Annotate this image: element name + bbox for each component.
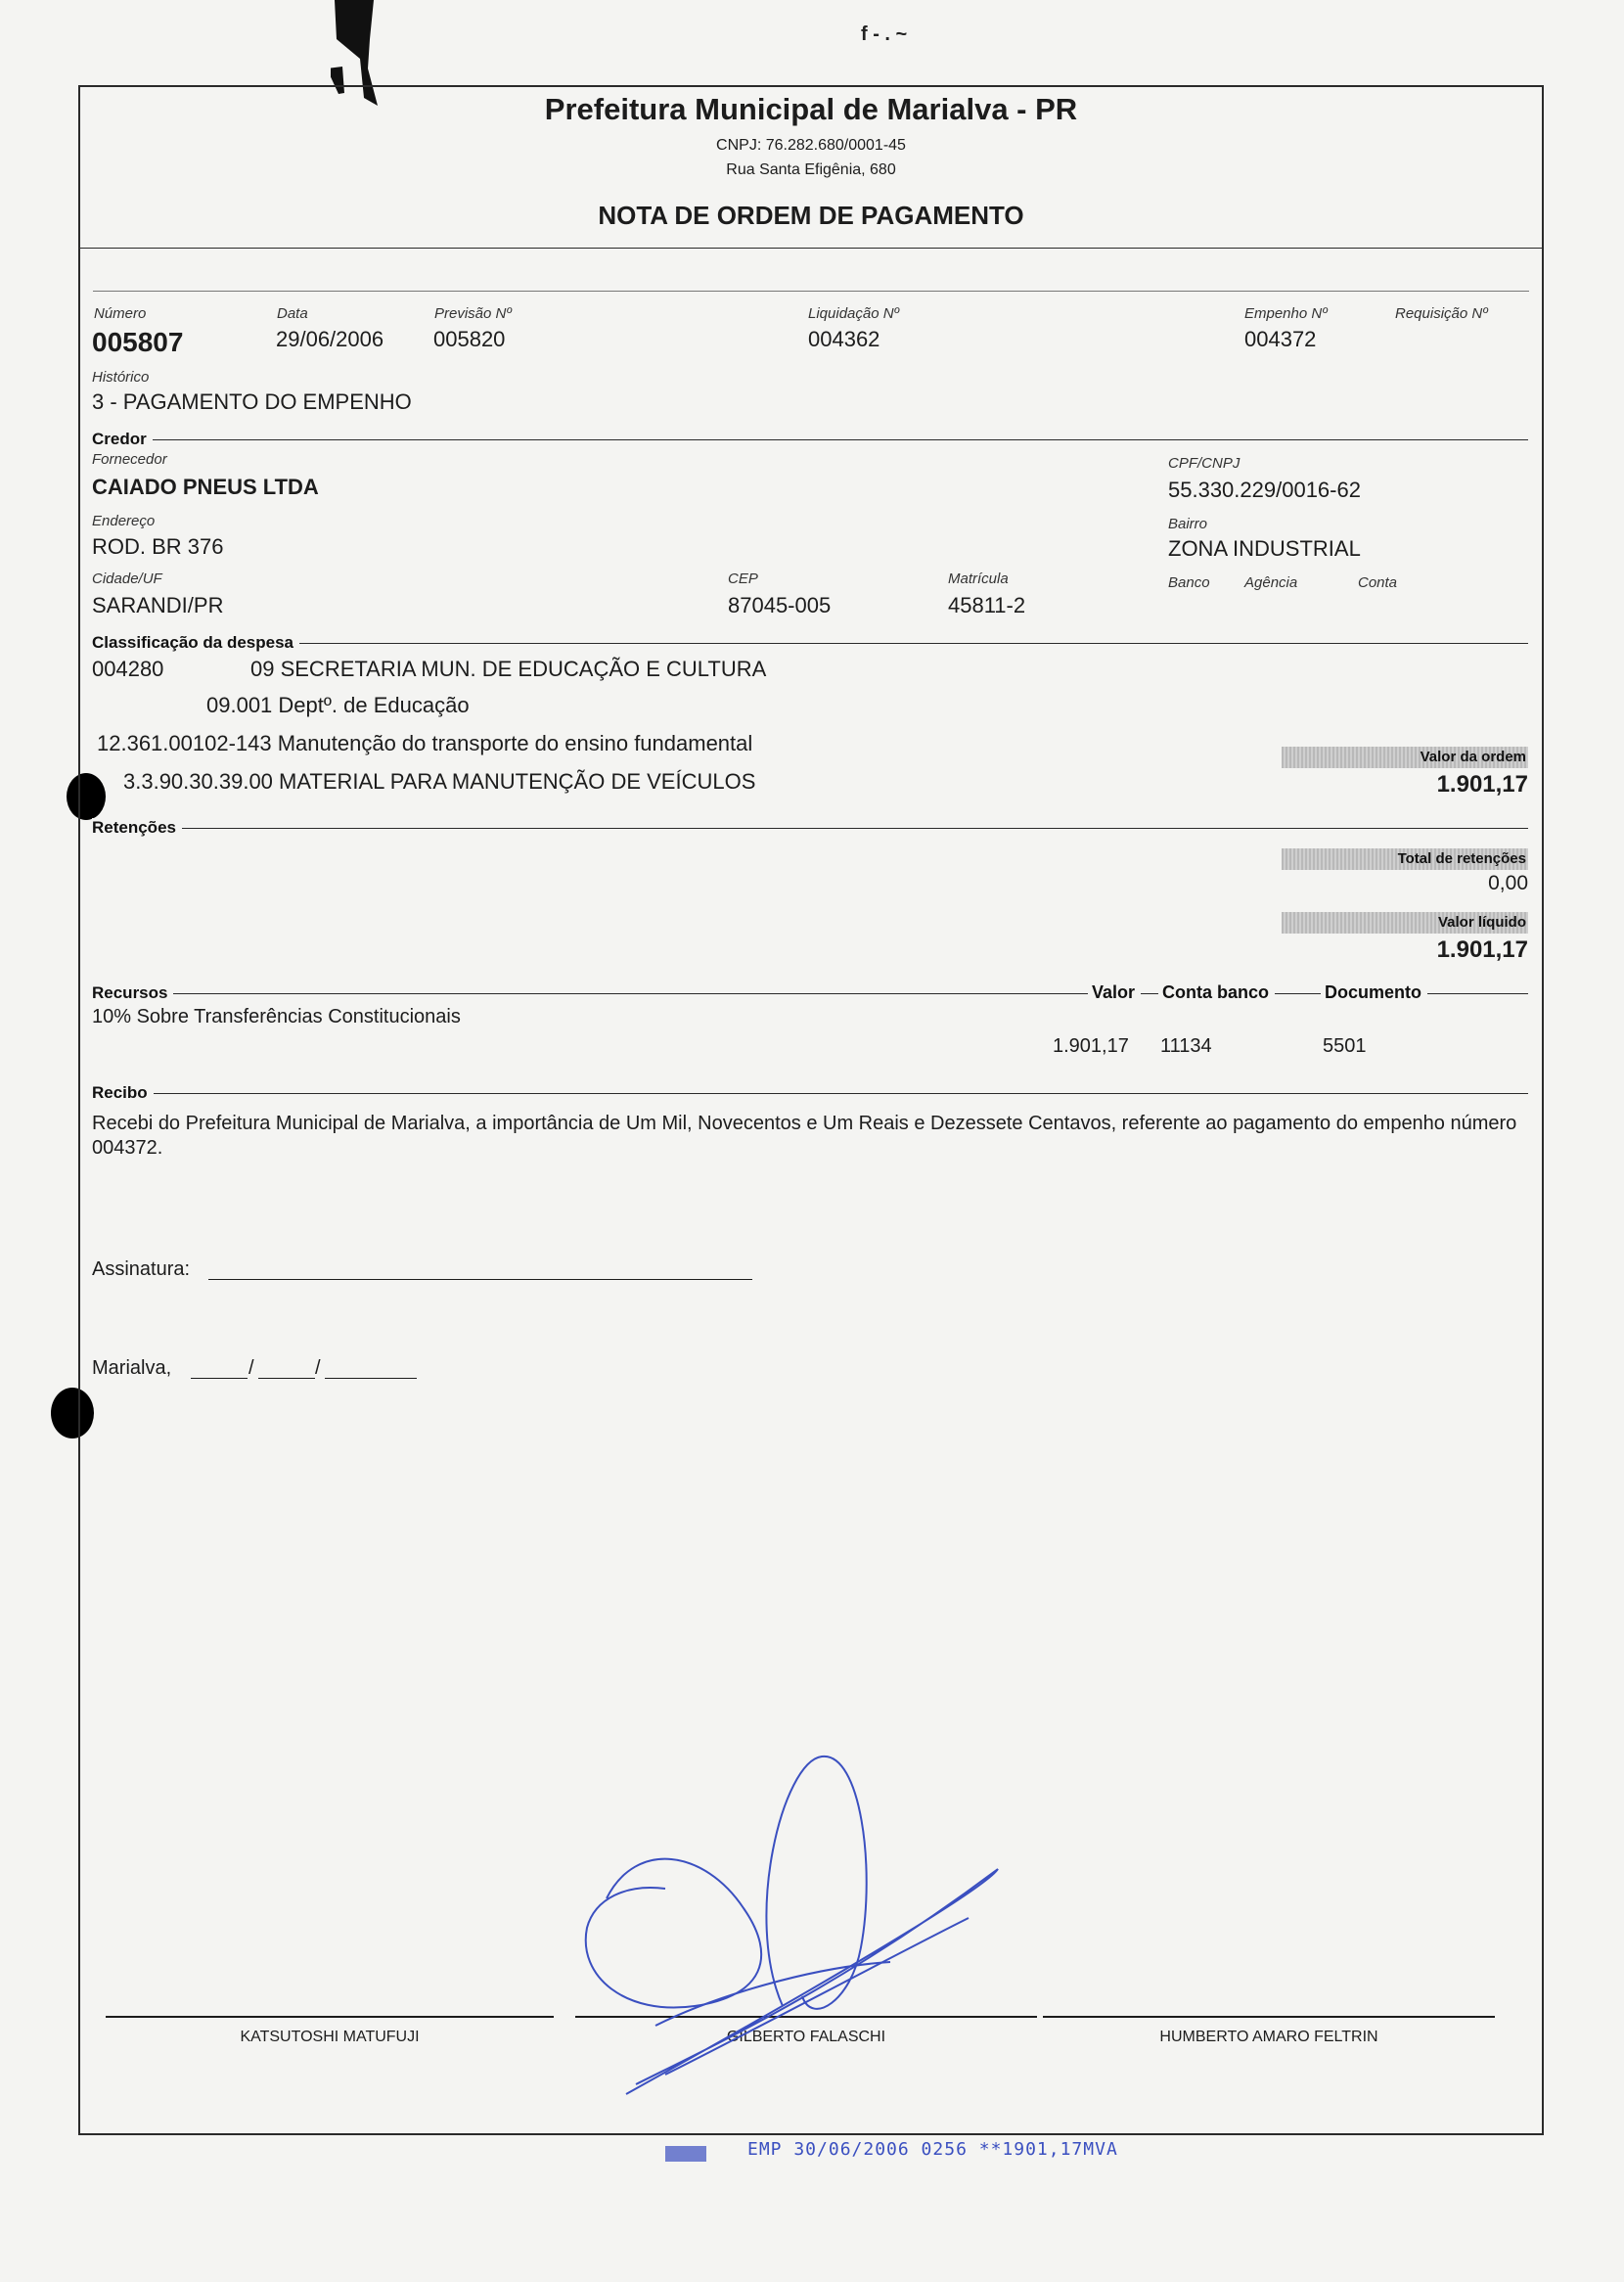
cidade-label: Cidade/UF	[92, 570, 162, 587]
signatory-1: KATSUTOSHI MATUFUJI	[240, 2029, 420, 2045]
recursos-documento-label: Documento	[1321, 982, 1427, 1003]
cpf-value: 55.330.229/0016-62	[1168, 478, 1361, 502]
endereco-label: Endereço	[92, 513, 156, 529]
retencoes-rule	[92, 828, 1528, 829]
fornecedor-label: Fornecedor	[92, 451, 167, 468]
empenho-label: Empenho Nº	[1244, 305, 1328, 322]
valor-liquido-value: 1.901,17	[1436, 936, 1528, 963]
document-title: NOTA DE ORDEM DE PAGAMENTO	[598, 201, 1024, 230]
cep-value: 87045-005	[728, 593, 832, 617]
recursos-documento: 5501	[1323, 1035, 1367, 1057]
credor-rule	[92, 439, 1528, 440]
bairro-value: ZONA INDUSTRIAL	[1168, 536, 1361, 561]
conta-label: Conta	[1358, 574, 1398, 591]
handwritten-signature	[567, 1752, 1017, 2104]
recursos-valor-label: Valor	[1088, 982, 1141, 1003]
classificacao-line2: 09.001 Deptº. de Educação	[206, 693, 470, 717]
classificacao-code: 004280	[92, 657, 164, 681]
date-month-line	[258, 1378, 315, 1379]
valor-ordem-label: Valor da ordem	[1420, 749, 1526, 765]
signature-line-3	[1043, 2016, 1495, 2018]
data-value: 29/06/2006	[276, 327, 384, 351]
stamp-bar-icon	[665, 2146, 706, 2162]
classificacao-rule	[92, 643, 1528, 644]
empenho-value: 004372	[1244, 327, 1317, 351]
classificacao-section: Classificação da despesa	[92, 633, 299, 653]
recursos-rule	[92, 993, 1528, 994]
matricula-value: 45811-2	[948, 593, 1026, 617]
cpf-label: CPF/CNPJ	[1168, 455, 1241, 472]
agencia-label: Agência	[1244, 574, 1298, 591]
data-label: Data	[277, 305, 308, 322]
assinatura-line	[208, 1279, 752, 1280]
signatory-2: GILBERTO FALASCHI	[726, 2029, 886, 2045]
page-title: Prefeitura Municipal de Marialva - PR	[544, 92, 1078, 126]
bottom-stamp: EMP 30/06/2006 0256 **1901,17MVA	[747, 2139, 1118, 2160]
recursos-conta-banco-label: Conta banco	[1158, 982, 1275, 1003]
header-divider	[78, 248, 1542, 249]
date-year-line	[325, 1378, 417, 1379]
header-divider-thin	[93, 291, 1529, 292]
credor-section: Credor	[92, 430, 153, 449]
address-header: Rua Santa Efigênia, 680	[726, 161, 896, 178]
recibo-rule	[92, 1093, 1528, 1094]
signatory-3: HUMBERTO AMARO FELTRIN	[1159, 2029, 1378, 2045]
recursos-conta-banco: 11134	[1160, 1035, 1212, 1057]
recursos-valor: 1.901,17	[1053, 1035, 1129, 1057]
valor-liquido-label: Valor líquido	[1437, 914, 1526, 931]
cnpj-header: CNPJ: 76.282.680/0001-45	[716, 137, 906, 154]
recibo-text: Recebi do Prefeitura Municipal de Marialva, a importância de Um Mil, Novecentos e Um Reais e Dezessete Centavos, referente ao pagamento do empenho número 004372.	[92, 1113, 1517, 1159]
scan-mark-top-center: f - . ~	[861, 23, 908, 45]
assinatura-label: Assinatura:	[92, 1258, 191, 1280]
classificacao-line3: 12.361.00102-143 Manutenção do transporte do ensino fundamental	[97, 731, 753, 755]
recursos-section: Recursos	[92, 983, 173, 1003]
local-label: Marialva,	[92, 1357, 172, 1379]
historico-label: Histórico	[92, 369, 150, 386]
total-retencoes-label: Total de retenções	[1397, 850, 1526, 867]
requisicao-label: Requisição Nº	[1395, 305, 1488, 322]
numero-label: Número	[94, 305, 147, 322]
banco-label: Banco	[1168, 574, 1210, 591]
historico-value: 3 - PAGAMENTO DO EMPENHO	[92, 389, 412, 414]
previsao-value: 005820	[433, 327, 506, 351]
date-slash-2: /	[315, 1357, 321, 1379]
numero-value: 005807	[92, 327, 184, 357]
liquidacao-label: Liquidação Nº	[808, 305, 900, 322]
classificacao-line4: 3.3.90.30.39.00 MATERIAL PARA MANUTENÇÃO DE VEÍCULOS	[123, 769, 756, 794]
liquidacao-value: 004362	[808, 327, 880, 351]
bairro-label: Bairro	[1168, 516, 1208, 532]
recibo-section: Recibo	[92, 1083, 154, 1103]
fornecedor-value: CAIADO PNEUS LTDA	[92, 475, 319, 499]
cidade-value: SARANDI/PR	[92, 593, 224, 617]
cep-label: CEP	[728, 570, 758, 587]
signature-line-1	[106, 2016, 554, 2018]
date-day-line	[191, 1378, 248, 1379]
matricula-label: Matrícula	[948, 570, 1009, 587]
endereco-value: ROD. BR 376	[92, 534, 224, 559]
valor-ordem-value: 1.901,17	[1436, 771, 1528, 798]
total-retencoes-value: 0,00	[1488, 872, 1528, 894]
classificacao-line1: 09 SECRETARIA MUN. DE EDUCAÇÃO E CULTURA	[250, 657, 767, 681]
previsao-label: Previsão Nº	[434, 305, 512, 322]
retencoes-section: Retenções	[92, 818, 182, 838]
date-slash-1: /	[248, 1357, 254, 1379]
recursos-descricao: 10% Sobre Transferências Constitucionais	[92, 1006, 461, 1027]
